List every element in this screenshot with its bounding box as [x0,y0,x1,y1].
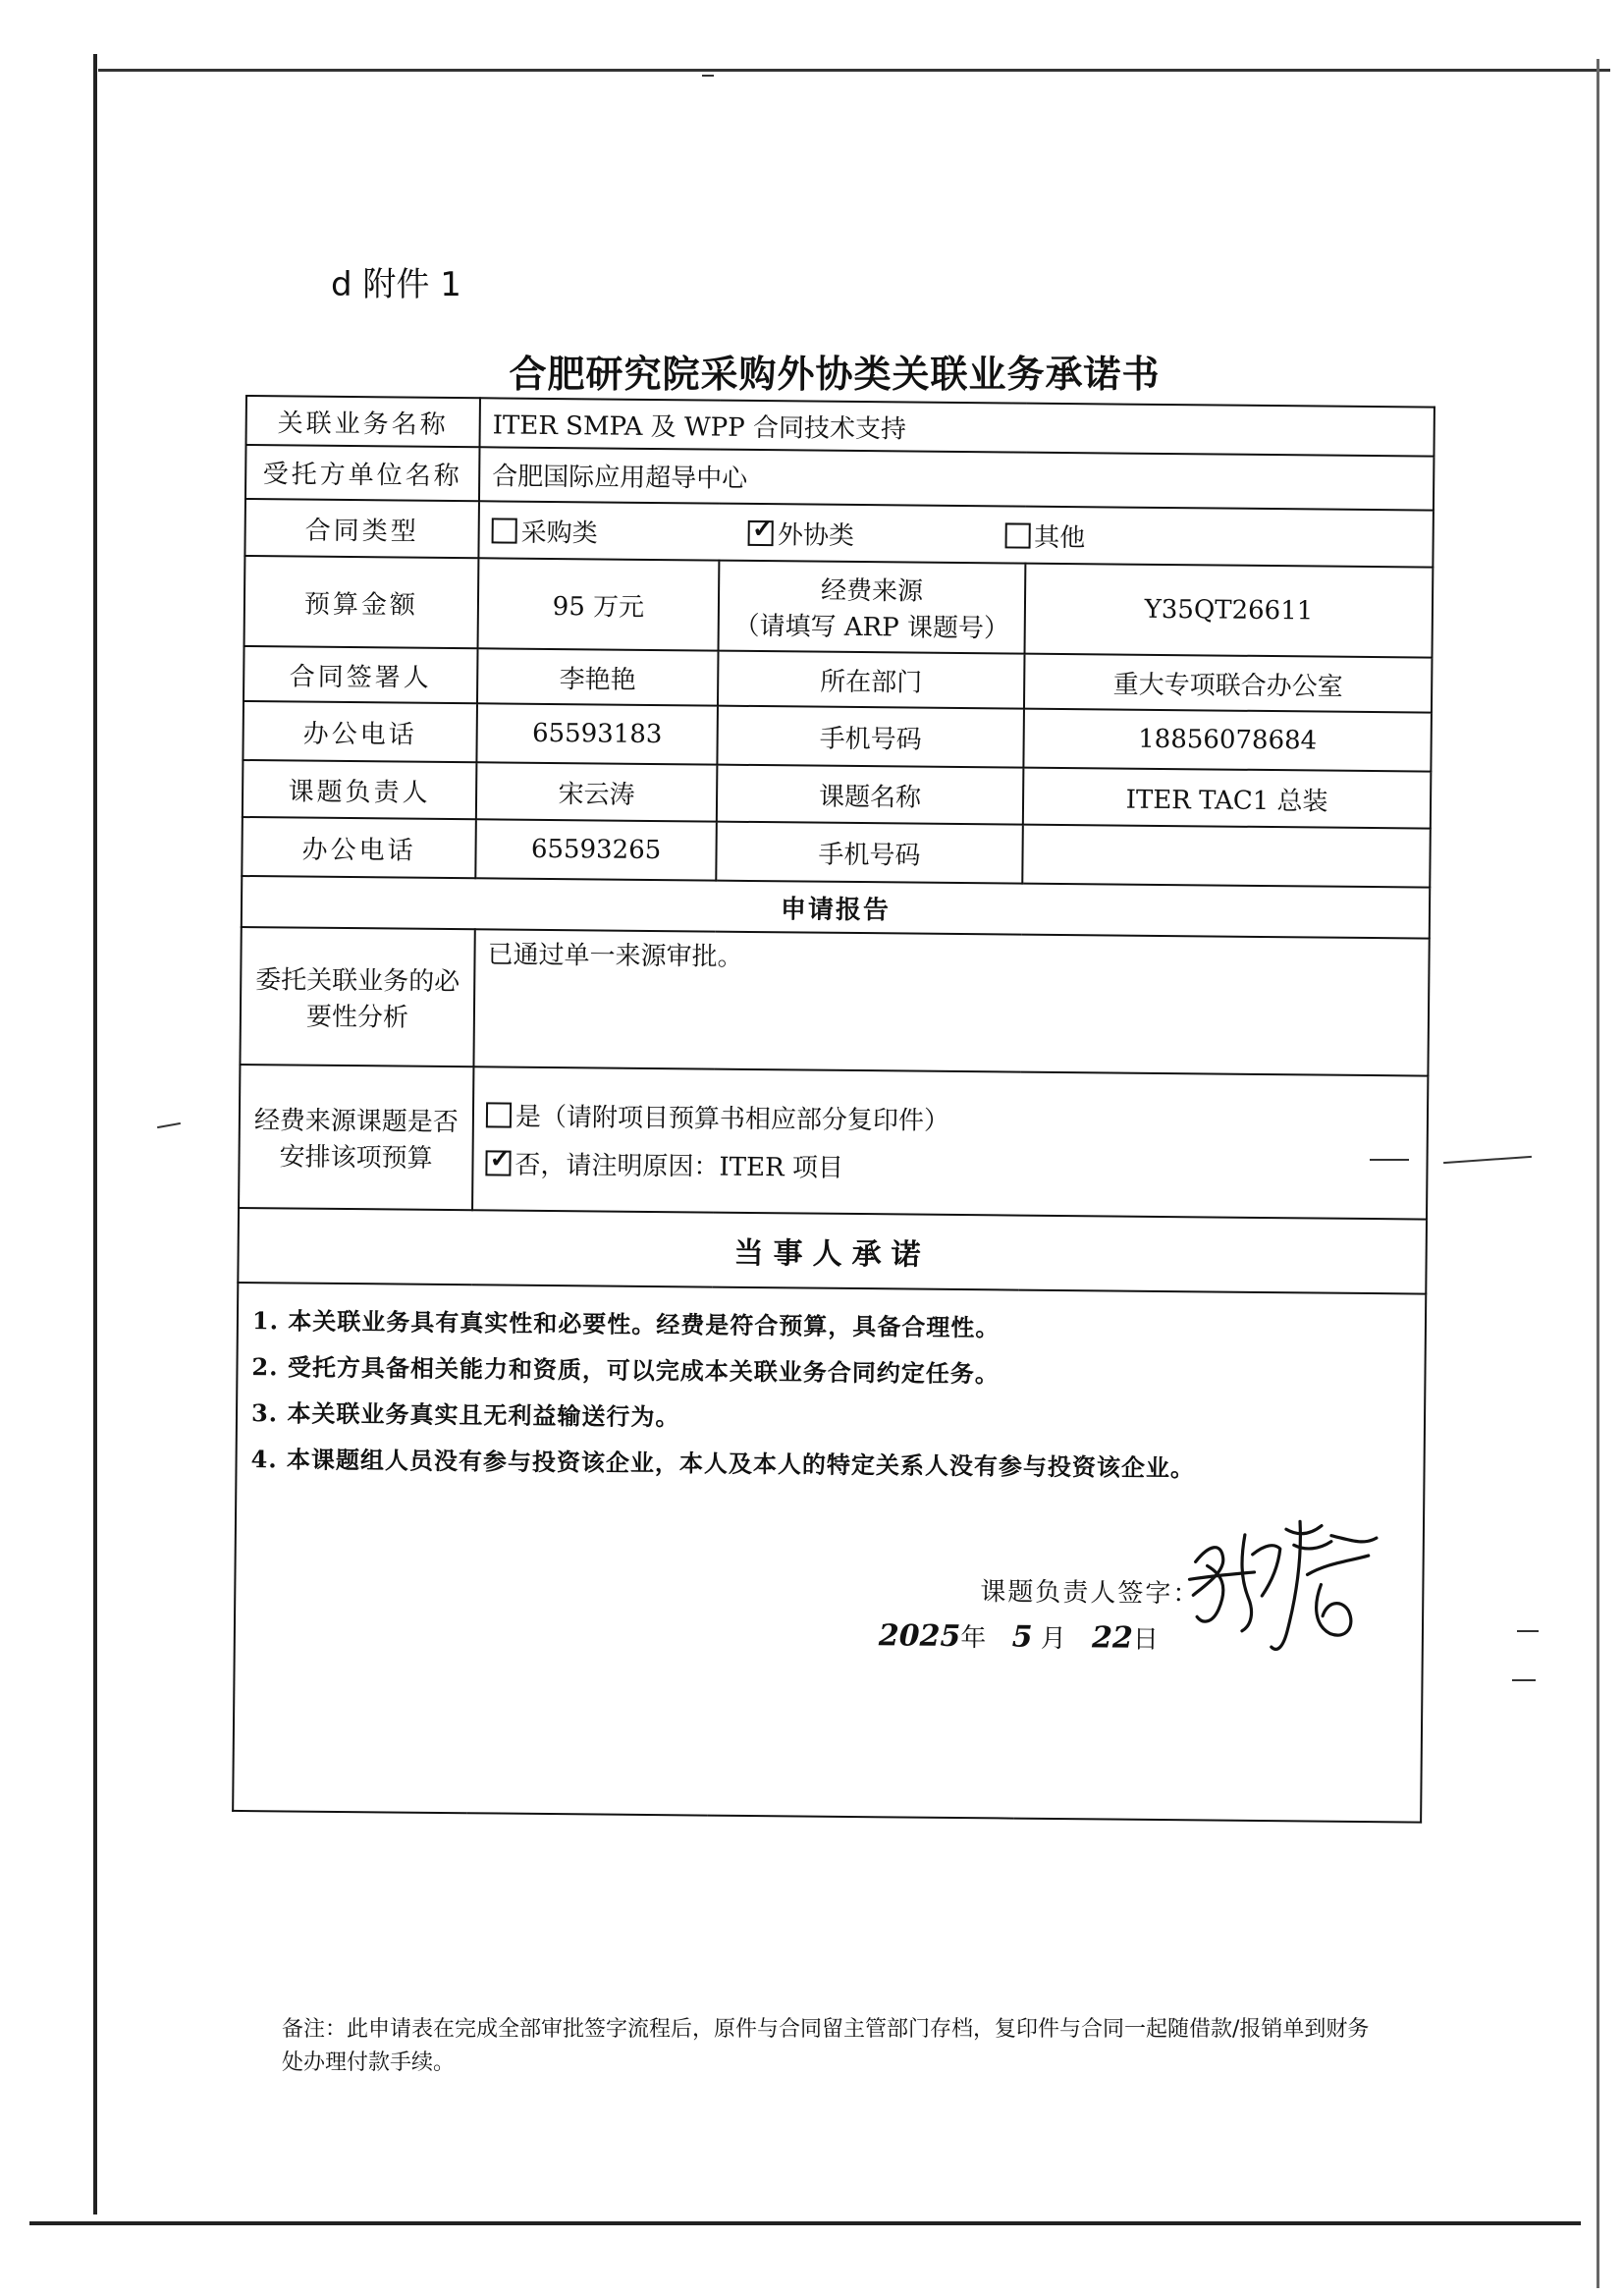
pledge-item: 4. 本课题组人员没有参与投资该企业，本人及本人的特定关系人没有参与投资该企业。 [250,1445,1196,1483]
checkbox-unchecked[interactable] [492,518,517,543]
pledge-list [246,1301,1415,1485]
budget-yes-option[interactable] [486,1096,1415,1141]
row-pledge-heading [238,1208,1427,1294]
scan-mark [702,75,714,77]
necessity-value: 已通过单一来源审批。 [473,929,1429,1075]
date-day: 22 [1091,1620,1134,1656]
budget-value: 95 万元 [478,558,720,650]
office-phone-label: 办公电话 [243,701,477,762]
business-name-label: 关联业务名称 [246,396,480,447]
scan-mark [157,1122,181,1128]
signature-date [879,1616,1159,1656]
office-phone-label: 办公电话 [242,817,476,878]
attachment-label: d 附件 1 [331,265,461,304]
signer-label: 合同签署人 [244,646,478,703]
entrusted-party-value: 合肥国际应用超导中心 [479,447,1435,510]
department-value: 重大专项联合办公室 [1024,654,1433,713]
handwritten-signature [1183,1514,1380,1664]
row-pledge-body [233,1283,1426,1823]
mobile-value [1022,825,1431,888]
funding-source-label [719,561,1026,654]
date-month-unit: 月 [1040,1623,1066,1655]
office-phone-value: 65593183 [476,703,718,764]
contract-type-label: 合同类型 [244,499,479,558]
contract-type-option-label: 外协类 [777,519,855,551]
mobile-value: 18856078684 [1023,709,1432,772]
mobile-label: 手机号码 [716,822,1023,884]
scan-border-bottom [29,2221,1581,2225]
scan-border-top [98,69,1610,72]
contract-type-option[interactable] [492,512,598,549]
date-year: 2025 [878,1618,961,1655]
scan-mark [1512,1679,1536,1681]
footnote: 备注：此申请表在完成全部审批签字流程后，原件与合同留主管部门存档，复印件与合同一起随借款/报销单到财务处办理付款手续。 [282,2017,1370,2075]
contract-type-option-label: 采购类 [520,518,598,548]
funding-label-line: （请填写 ARP 课题号） [733,611,1010,644]
business-name-value: ITER SMPA 及 WPP 合同技术支持 [479,398,1434,456]
budget-question-line: 安排该项预算 [279,1142,433,1174]
budget-no-label: 否，请注明原因：ITER 项目 [514,1150,844,1183]
necessity-label [240,927,474,1066]
row-budget [244,556,1434,658]
pledge-body [233,1283,1426,1823]
project-name-label: 课题名称 [717,765,1024,825]
checkbox-checked[interactable] [485,1150,511,1175]
project-name-value: ITER TAC1 总装 [1023,768,1432,829]
signature-label: 课题负责人签字： [980,1577,1201,1610]
signature-area [244,1486,1413,1821]
mobile-label: 手机号码 [717,706,1024,768]
budget-question-label [239,1065,473,1210]
checkbox-checked[interactable] [748,519,774,545]
pledge-item: 3. 本关联业务真实且无利益输送行为。 [250,1398,680,1432]
budget-yes-label: 是（请附项目预算书相应部分复印件） [514,1102,950,1136]
scan-border-right [1597,59,1599,2288]
contract-type-option[interactable] [1004,517,1085,554]
funding-label-line: 经费来源 [820,575,924,607]
checkbox-unchecked[interactable] [486,1102,512,1127]
budget-question-line: 经费来源课题是否 [253,1106,460,1138]
contract-type-options [478,501,1434,567]
funding-source-value: Y35QT26611 [1025,564,1434,658]
necessity-label-line: 委托关联业务的必 [255,965,460,998]
department-label: 所在部门 [718,651,1025,709]
pledge-item: 1. 本关联业务具有真实性和必要性。经费是符合预算，具备合理性。 [251,1306,1001,1342]
pledge-item: 2. 受托方具备相关能力和资质，可以完成本关联业务合同约定任务。 [251,1352,1001,1389]
row-budget-arranged [239,1065,1428,1220]
budget-no-option[interactable] [485,1144,1414,1189]
pledge-heading: 当事人承诺 [238,1208,1427,1294]
scan-border-left [93,54,97,2214]
scan-mark [1517,1630,1539,1632]
scan-mark [1443,1156,1532,1164]
project-leader-label: 课题负责人 [243,760,477,819]
contract-type-option[interactable] [748,514,854,551]
application-report-heading: 申请报告 [242,876,1430,939]
contract-type-option-label: 其他 [1034,522,1086,553]
necessity-label-line: 要性分析 [305,1002,409,1033]
row-necessity [240,927,1429,1076]
date-month: 5 [1011,1619,1033,1655]
checkbox-unchecked[interactable] [1004,522,1030,548]
commitment-form [232,395,1434,1824]
document-title: 合肥研究院采购外协类关联业务承诺书 [509,353,1161,396]
office-phone-value: 65593265 [475,819,717,880]
entrusted-party-label: 受托方单位名称 [245,445,480,501]
budget-arranged-options [472,1066,1428,1219]
budget-label: 预算金额 [244,556,479,648]
project-leader-value: 宋云涛 [476,762,718,821]
signer-value: 李艳艳 [477,648,719,705]
date-day-unit: 日 [1132,1624,1159,1655]
date-year-unit: 年 [960,1623,987,1654]
